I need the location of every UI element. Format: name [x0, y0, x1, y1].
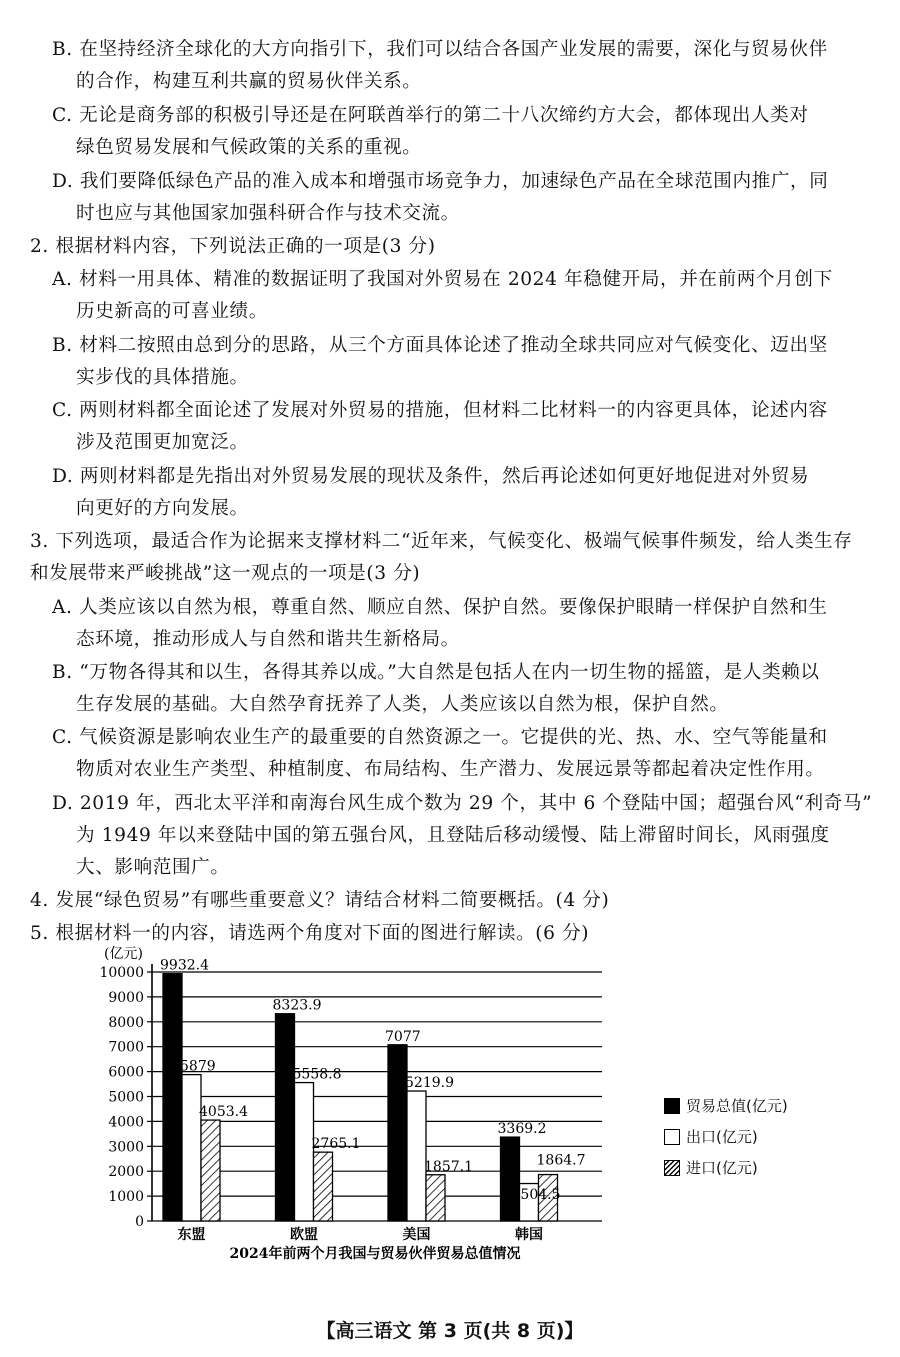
option-line: 的合作，构建互利共赢的贸易伙伴关系。: [76, 71, 422, 92]
y-tick-label: 2000: [108, 1164, 144, 1181]
data-label: 5558.8: [292, 1066, 342, 1083]
option-line: B. “万物各得其和以生，各得其养以成。”大自然是包括人在内一切生物的摇篮，是人类赖以: [52, 662, 820, 683]
option-line: B. 材料二按照由总到分的思路，从三个方面具体论述了推动全球共同应对气候变化、迈出坚: [52, 335, 828, 356]
option-line: 历史新高的可喜业绩。: [76, 301, 268, 322]
legend-item-export: [664, 1126, 758, 1147]
option-line: 大、影响范围广。: [76, 857, 230, 878]
trade-bar-chart: [90, 940, 650, 1280]
legend-label: 贸易总值(亿元): [686, 1097, 788, 1115]
data-label: 8323.9: [272, 997, 322, 1014]
data-label: 5879: [180, 1058, 216, 1075]
bar: [407, 1091, 426, 1221]
bar: [314, 1152, 333, 1221]
data-label: 5219.9: [405, 1075, 454, 1092]
option-line: C. 两则材料都全面论述了发展对外贸易的措施，但材料二比材料一的内容更具体，论述内容: [52, 400, 828, 421]
data-label: 1864.7: [536, 1152, 586, 1169]
bar: [426, 1175, 445, 1221]
y-tick-label: 0: [135, 1214, 144, 1230]
legend-item-total: [664, 1095, 788, 1116]
y-tick-label: 10000: [99, 965, 144, 981]
category-label: 东盟: [177, 1227, 206, 1243]
option-line: 涉及范围更加宽泛。: [76, 432, 249, 453]
chart-title: 2024年前两个月我国与贸易伙伴贸易总值情况: [229, 1246, 521, 1262]
option-line: 时也应与其他国家加强科研合作与技术交流。: [76, 203, 460, 224]
question-stem: 5. 根据材料一的内容，请选两个角度对下面的图进行解读。(6 分): [30, 923, 590, 944]
bar: [182, 1075, 201, 1221]
data-label: 1504.5: [511, 1187, 561, 1204]
category-label: 韩国: [515, 1227, 543, 1243]
category-label: 欧盟: [290, 1227, 318, 1243]
legend-swatch: [664, 1129, 680, 1145]
data-label: 2765.1: [311, 1136, 361, 1153]
data-label: 1857.1: [424, 1158, 473, 1175]
question-stem: 3. 下列选项，最适合作为论据来支撑材料二“近年来，气候变化、极端气候事件频发，给人类生存: [30, 531, 853, 552]
y-tick-label: 9000: [108, 989, 144, 1006]
option-line: D. 2019 年，西北太平洋和南海台风生成个数为 29 个，其中 6 个登陆中国；超强台风“利奇马”: [52, 793, 873, 814]
bar: [501, 1137, 520, 1221]
bar: [163, 974, 182, 1221]
bar: [201, 1120, 220, 1221]
legend-swatch: [664, 1160, 680, 1176]
y-tick-label: 6000: [108, 1064, 144, 1081]
option-line: C. 气候资源是影响农业生产的最重要的自然资源之一。它提供的光、热、水、空气等能量和: [52, 727, 828, 748]
y-tick-label: 3000: [108, 1139, 144, 1156]
option-line: 为 1949 年以来登陆中国的第五强台风，且登陆后移动缓慢、陆上滞留时间长，风雨强度: [76, 825, 830, 846]
option-line: 物质对农业生产类型、种植制度、布局结构、生产潜力、发展远景等都起着决定性作用。: [76, 759, 825, 780]
option-line: D. 我们要降低绿色产品的准入成本和增强市场竞争力，加速绿色产品在全球范围内推广，同: [52, 171, 829, 192]
y-tick-label: 8000: [108, 1014, 144, 1031]
option-line: 向更好的方向发展。: [76, 498, 249, 519]
y-axis-label: (亿元): [104, 946, 143, 962]
option-line: 实步伐的具体措施。: [76, 367, 249, 388]
data-label: 7077: [385, 1028, 421, 1045]
question-stem: 2. 根据材料内容，下列说法正确的一项是(3 分): [30, 236, 436, 257]
option-line: 绿色贸易发展和气候政策的关系的重视。: [76, 137, 422, 158]
question-stem: 4. 发展“绿色贸易”有哪些重要意义？请结合材料二简要概括。(4 分): [30, 890, 610, 911]
data-label: 4053.4: [199, 1104, 248, 1121]
y-tick-label: 1000: [108, 1189, 144, 1206]
option-line: 态环境，推动形成人与自然和谐共生新格局。: [76, 629, 460, 650]
data-label: 9932.4: [160, 957, 209, 974]
bar: [276, 1014, 295, 1221]
page-footer: 【高三语文 第 3 页(共 8 页)】: [316, 1320, 584, 1342]
option-line: A. 人类应该以自然为根，尊重自然、顺应自然、保护自然。要像保护眼睛一样保护自然和生: [52, 597, 828, 618]
bar: [388, 1045, 407, 1221]
option-line: A. 材料一用具体、精准的数据证明了我国对外贸易在 2024 年稳健开局，并在前两个月创下: [52, 269, 833, 290]
y-tick-label: 7000: [108, 1039, 144, 1056]
legend-label: 进口(亿元): [686, 1159, 758, 1177]
y-tick-label: 5000: [108, 1089, 144, 1106]
question-stem: 和发展带来严峻挑战”这一观点的一项是(3 分): [30, 563, 421, 584]
option-line: 生存发展的基础。大自然孕育抚养了人类，人类应该以自然为根，保护自然。: [76, 694, 729, 715]
option-line: C. 无论是商务部的积极引导还是在阿联酋举行的第二十八次缔约方大会，都体现出人类对: [52, 105, 809, 126]
legend-swatch: [664, 1098, 680, 1114]
legend-label: 出口(亿元): [686, 1128, 758, 1146]
option-line: B. 在坚持经济全球化的大方向指引下，我们可以结合各国产业发展的需要，深化与贸易伙伴: [52, 39, 828, 60]
y-tick-label: 4000: [108, 1114, 144, 1131]
category-label: 美国: [402, 1227, 431, 1243]
legend-item-import: [664, 1157, 758, 1178]
data-label: 3369.2: [497, 1121, 547, 1138]
option-line: D. 两则材料都是先指出对外贸易发展的现状及条件，然后再论述如何更好地促进对外贸易: [52, 466, 810, 487]
